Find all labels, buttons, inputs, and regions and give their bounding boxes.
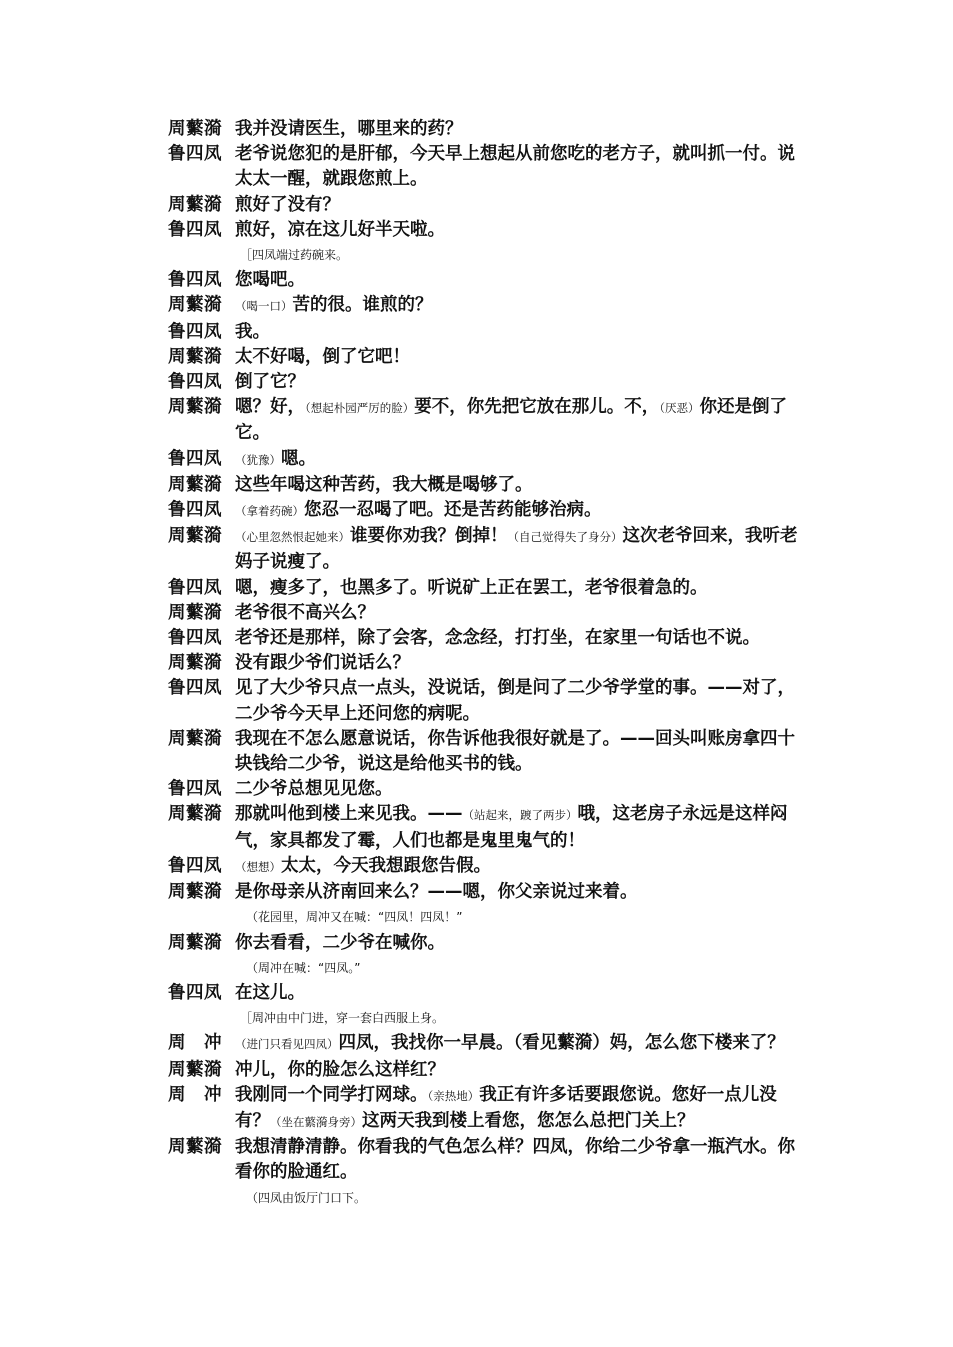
speaker-name: 周蘩漪 [168,1059,222,1080]
speaker-name: 鲁四凤 [168,855,222,876]
speech-fragment: 苦的很。谁煎的？ [292,295,433,316]
speech-text [235,626,798,651]
dialog-line [168,320,798,345]
speech-text [235,268,798,293]
stage-direction: ［周冲由中门进，穿一套白西服上身。 [240,1011,445,1026]
speech-text [235,320,798,345]
dialog-line [168,1031,798,1057]
speech-text [235,651,798,676]
speaker-name: 鲁四凤 [168,321,222,342]
dialog-line [168,524,798,575]
speech-text [235,931,798,956]
speaker-name: 周蘩漪 [168,397,222,418]
speech-fragment: 太太，今天我想跟您告假。 [281,855,491,876]
speech-fragment: 嗯，瘦多了，也黑多了。听说矿上正在罢工，老爷很着急的。 [235,577,708,598]
speech-text [235,193,798,218]
dialog-line [168,777,798,802]
dialog-line [168,345,798,370]
speech-fragment: 这两天我到楼上看您，您怎么总把门关上？ [362,1110,695,1131]
speech-fragment: 哦，这老房子永远是这样闷气，家具都发了霉，人们也都是鬼里鬼气的！ [235,804,788,851]
speech-fragment: 煎好了没有？ [235,194,340,215]
speech-text [235,601,798,626]
speaker-name: 鲁四凤 [168,219,222,240]
speech-fragment: 谁要你劝我？倒掉！ [350,526,508,547]
inline-stage-direction: （站起来，踱了两步） [462,808,578,823]
speech-text [235,345,798,370]
speaker-name: 周蘩漪 [168,653,222,674]
speech-fragment: 倒了它？ [235,372,305,393]
speech-fragment: 四凤，我找你一早晨。（看见蘩漪）妈，怎么您下楼来了？ [338,1033,785,1054]
dialog-line [168,1083,798,1135]
inline-stage-direction: （拿着药碗） [235,504,304,519]
speaker-name: 周蘩漪 [168,194,222,215]
speech-text [235,218,798,243]
inline-stage-direction: （进门只看见四凤） [235,1037,339,1052]
speaker-name: 鲁四凤 [168,628,222,649]
speech-text [235,524,798,575]
speech-fragment: 我刚同一个同学打网球。 [235,1084,428,1105]
inline-stage-direction: （坐在蘩漪身旁） [270,1114,362,1129]
inline-stage-direction: （厌恶） [659,401,700,416]
speech-fragment: 您忍一忍喝了吧。还是苦药能够治病。 [304,500,602,521]
stage-direction: ［四凤端过药碗来。 [240,248,349,263]
speaker-name: 周蘩漪 [168,728,222,749]
inline-stage-direction: （亲热地） [427,1088,480,1103]
dialog-line [168,931,798,956]
speaker-name: 周蘩漪 [168,346,222,367]
speech-text [235,473,798,498]
dialog-line [168,117,798,142]
dialog-line [168,727,798,777]
speech-fragment: 你还是倒了它。 [235,397,787,444]
speech-text [235,576,798,601]
speaker-name: 周蘩漪 [168,882,222,903]
speech-fragment: 那就叫他到楼上来见我。—— [235,804,463,825]
speech-fragment: 太不好喝，倒了它吧！ [235,346,410,367]
speech-text [235,395,798,446]
speech-text [235,1135,798,1185]
speech-text [235,981,798,1006]
speech-fragment: 老爷还是那样，除了会客，念念经，打打坐，在家里一句话也不说。 [235,628,760,649]
speech-text [235,447,798,473]
speech-text [235,777,798,802]
speaker-name: 周蘩漪 [168,602,222,623]
speech-text [235,676,798,726]
speech-fragment: 我并没请医生，哪里来的药？ [235,119,463,139]
speech-fragment: 我。 [235,321,270,342]
speech-text [235,1058,798,1083]
speech-text [235,370,798,395]
dialog-line [168,802,798,853]
speech-fragment: 嗯。 [281,448,316,469]
inline-stage-direction: （自己觉得失了身分） [507,530,623,545]
dialog-line [168,626,798,651]
speaker-name: 鲁四凤 [168,144,222,165]
speech-fragment: 要不，你先把它放在那儿。不， [414,397,660,418]
dialog-line [168,142,798,192]
inline-stage-direction: （喝一口） [235,299,293,314]
speech-fragment: 见了大少爷只点一点头，没说话，倒是问了二少爷学堂的事。——对了，二少爷今天早上还问您的病呢。 [235,678,795,724]
dialog-line [168,395,798,446]
script-page [168,117,798,1211]
speaker-name: 周蘩漪 [168,474,222,495]
speech-fragment: 煎好，凉在这儿好半天啦。 [235,219,445,240]
stage-direction: （周冲在喊：“四凤。” [246,960,361,975]
speaker-name: 鲁四凤 [168,500,222,521]
speech-text [235,854,798,880]
speaker-name: 鲁四凤 [168,779,222,800]
inline-stage-direction: （心里忽然恨起她来） [235,530,350,545]
speech-text [235,802,798,853]
speech-fragment: 我现在不怎么愿意说话，你告诉他我很好就是了。——回头叫账房拿四十块钱给二少爷，说这是给他买书的钱。 [235,728,795,775]
speech-fragment: 这些年喝这种苦药，我大概是喝够了。 [235,474,533,495]
inline-stage-direction: （想起朴园严厉的脸） [305,401,415,416]
inline-stage-direction: （想想） [235,859,281,874]
dialog-line [168,193,798,218]
inline-stage-direction: （犹豫） [235,452,281,467]
speech-fragment: 我想清静清静。你看我的气色怎么样？四凤，你给二少爷拿一瓶汽水。你看你的脸通红。 [235,1137,795,1183]
dialog-line [168,473,798,498]
stage-direction: （花园里，周冲又在喊：“四凤！四凤！” [246,910,463,925]
speech-fragment: 我正有许多话要跟您说。您好一点儿没有？ [235,1084,777,1131]
dialog-line [168,1058,798,1083]
speech-fragment: 您喝吧。 [235,270,305,291]
dialog-line [168,854,798,880]
dialog-line [168,1135,798,1185]
speech-text [235,1083,798,1135]
dialog-line [168,601,798,626]
dialog-line [168,293,798,319]
speech-fragment: 嗯？好， [235,397,305,418]
speech-fragment: 老爷很不高兴么？ [235,602,375,623]
speech-text [235,880,798,905]
stage-direction: （四凤由饭厅门口下。 [246,1190,367,1205]
speaker-name: 周 冲 [168,1033,222,1054]
dialog-line [168,576,798,601]
speaker-name: 鲁四凤 [168,678,222,699]
dialog-line [168,370,798,395]
speaker-name: 周蘩漪 [168,1137,222,1158]
speaker-name: 周 冲 [168,1084,222,1105]
speaker-name: 周蘩漪 [168,804,222,825]
speech-fragment: 这次老爷回来，我听老妈子说瘦了。 [235,526,798,573]
speech-fragment: 冲儿，你的脸怎么这样红？ [235,1059,445,1080]
dialog-line [168,498,798,524]
speech-fragment: 没有跟少爷们说话么？ [235,653,410,674]
speech-text [235,117,798,142]
speaker-name: 鲁四凤 [168,448,222,469]
dialog-line [168,268,798,293]
dialog-line [168,880,798,905]
speaker-name: 周蘩漪 [168,295,222,316]
speech-fragment: 老爷说您犯的是肝郁，今天早上想起从前您吃的老方子，就叫抓一付。说太太一醒，就跟您煎上。 [235,144,795,190]
speech-text [235,1031,798,1057]
dialog-line [168,981,798,1006]
speech-fragment: 在这儿。 [235,982,305,1003]
speech-fragment: 二少爷总想见见您。 [235,779,393,800]
dialog-line [168,447,798,473]
speaker-name: 鲁四凤 [168,372,222,393]
dialog-line [168,676,798,726]
speaker-name: 鲁四凤 [168,270,222,291]
speech-text [235,142,798,192]
speech-text [235,293,798,319]
dialog-line [168,218,798,243]
speech-fragment: 你去看看，二少爷在喊你。 [235,932,445,953]
speech-fragment: 是你母亲从济南回来么？——嗯，你父亲说过来着。 [235,882,638,903]
speaker-name: 周蘩漪 [168,526,222,547]
speaker-name: 鲁四凤 [168,982,222,1003]
speaker-name: 周蘩漪 [168,932,222,953]
dialog-line [168,651,798,676]
speech-text [235,498,798,524]
speech-text [235,727,798,777]
speaker-name: 周蘩漪 [168,119,222,139]
speaker-name: 鲁四凤 [168,577,222,598]
